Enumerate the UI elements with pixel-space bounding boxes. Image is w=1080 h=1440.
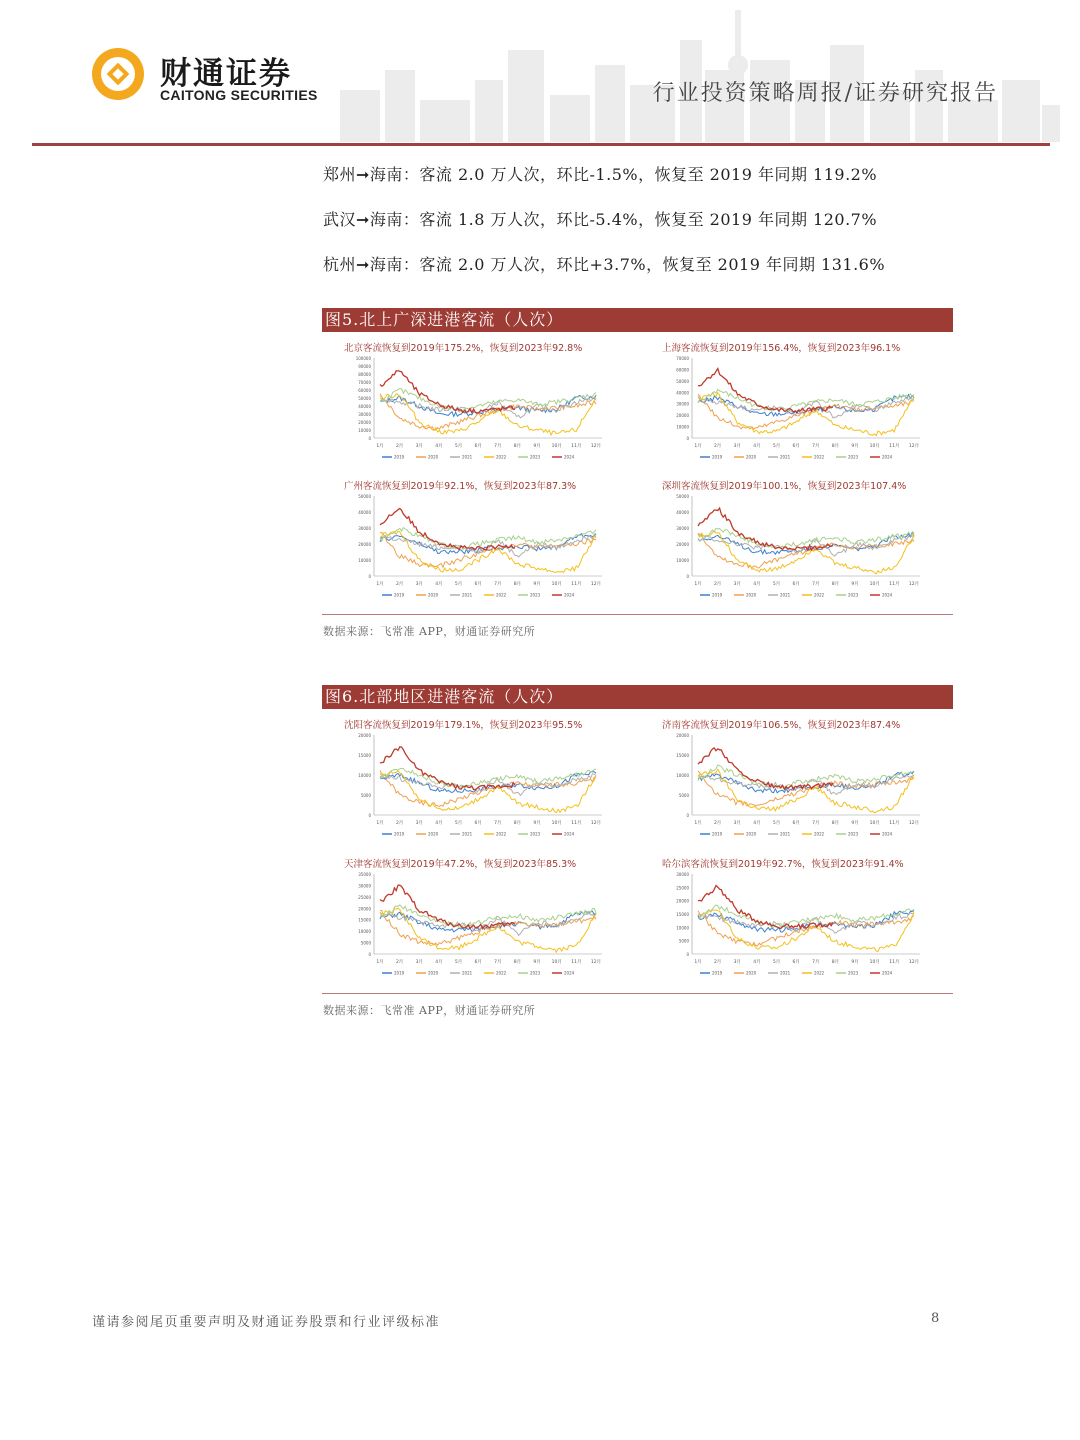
y-tick-label: 30000 (358, 526, 371, 531)
page-number: 8 (931, 1311, 940, 1326)
x-tick-label: 3月 (733, 821, 741, 826)
legend-label: 2024 (882, 831, 893, 837)
x-tick-label: 10月 (551, 960, 562, 965)
x-tick-label: 7月 (494, 960, 502, 965)
legend-label: 2021 (462, 970, 473, 976)
legend-label: 2020 (746, 831, 757, 837)
legend-label: 2024 (564, 831, 575, 837)
y-tick-label: 60000 (676, 367, 689, 373)
legend-label: 2021 (462, 592, 473, 598)
y-tick-label: 15000 (358, 753, 371, 758)
x-tick-label: 4月 (753, 960, 761, 965)
y-tick-label: 0 (368, 574, 371, 579)
y-tick-label: 30000 (358, 883, 371, 889)
x-tick-label: 5月 (454, 444, 463, 449)
x-tick-label: 7月 (494, 444, 502, 449)
legend-label: 2022 (496, 454, 507, 460)
x-tick-label: 6月 (792, 444, 800, 449)
legend-label: 2020 (428, 970, 439, 976)
y-tick-label: 0 (686, 952, 689, 957)
legend-label: 2019 (394, 592, 405, 598)
y-tick-label: 30000 (358, 412, 371, 417)
series-line-2022 (380, 394, 596, 435)
caitong-logo-icon (88, 44, 148, 104)
chart-jinan (662, 717, 962, 847)
legend-label: 2021 (780, 454, 791, 460)
legend-label: 2022 (496, 592, 507, 598)
x-tick-label: 8月 (513, 444, 522, 449)
legend-label: 2020 (428, 454, 439, 460)
x-tick-label: 7月 (494, 582, 502, 587)
legend-label: 2023 (530, 831, 541, 837)
logo-english-name: CAITONG SECURITIES (160, 87, 318, 103)
y-tick-label: 20000 (358, 906, 371, 912)
series-line-2019 (380, 534, 596, 554)
x-tick-label: 8月 (513, 821, 522, 826)
x-tick-label: 10月 (869, 444, 880, 449)
x-tick-label: 7月 (812, 821, 820, 826)
y-tick-label: 80000 (358, 372, 371, 377)
chart-title: 北京客流恢复到2019年175.2%，恢复到2023年92.8% (344, 343, 583, 354)
x-tick-label: 11月 (571, 960, 582, 965)
chart-canvas (662, 856, 962, 986)
x-tick-label: 1月 (376, 444, 384, 449)
x-tick-label: 11月 (571, 582, 582, 587)
series-line-2022 (698, 393, 914, 436)
x-tick-label: 2月 (395, 582, 404, 587)
x-tick-label: 3月 (415, 444, 423, 449)
y-tick-label: 0 (368, 436, 371, 441)
x-tick-label: 9月 (533, 821, 541, 826)
header-divider (32, 143, 1050, 146)
legend-label: 2024 (882, 970, 893, 976)
x-tick-label: 5月 (454, 960, 463, 965)
legend-label: 2020 (746, 592, 757, 598)
legend-label: 2024 (564, 970, 575, 976)
report-type-label: 行业投资策略周报/证券研究报告 (652, 81, 998, 106)
y-tick-label: 30000 (676, 526, 689, 531)
x-tick-label: 2月 (395, 960, 404, 965)
figure-5-bottom-rule (322, 614, 953, 615)
x-tick-label: 12月 (590, 444, 602, 449)
chart-canvas (662, 340, 962, 470)
legend-label: 2020 (746, 970, 757, 976)
series-line-2023 (698, 389, 914, 411)
x-tick-label: 2月 (713, 582, 722, 587)
x-tick-label: 2月 (713, 444, 722, 449)
y-tick-label: 20000 (358, 542, 371, 547)
y-tick-label: 0 (686, 574, 689, 579)
x-tick-label: 5月 (772, 582, 781, 587)
y-tick-label: 5000 (360, 793, 371, 798)
series-line-2020 (380, 770, 596, 806)
x-tick-label: 4月 (753, 582, 761, 587)
series-line-2024 (698, 369, 833, 413)
chart-guangzhou (344, 478, 644, 608)
x-tick-label: 3月 (733, 444, 741, 449)
x-tick-label: 4月 (435, 960, 443, 965)
x-tick-label: 1月 (376, 960, 384, 965)
legend-label: 2019 (712, 592, 723, 598)
x-tick-label: 9月 (851, 821, 859, 826)
x-tick-label: 9月 (851, 582, 859, 587)
legend-label: 2019 (712, 831, 723, 837)
chart-canvas (662, 478, 962, 608)
series-line-2022 (380, 908, 596, 952)
x-tick-label: 3月 (415, 582, 423, 587)
legend-label: 2020 (428, 831, 439, 837)
y-tick-label: 20000 (676, 413, 689, 419)
x-tick-label: 10月 (869, 960, 880, 965)
x-tick-label: 10月 (551, 821, 562, 826)
legend-label: 2023 (848, 831, 859, 837)
x-tick-label: 1月 (694, 444, 702, 449)
paragraph-hangzhou: 杭州➞海南：客流 2.0 万人次，环比+3.7%，恢复至 2019 年同期 131.6% (323, 255, 886, 274)
x-tick-label: 9月 (851, 960, 859, 965)
x-tick-label: 7月 (494, 821, 502, 826)
x-tick-label: 4月 (435, 582, 443, 587)
series-line-2024 (380, 371, 515, 413)
footer-disclaimer: 谨请参阅尾页重要声明及财通证券股票和行业评级标准 (92, 1315, 441, 1330)
figure-5-title: 图5.北上广深进港客流（人次） (322, 308, 953, 332)
legend-label: 2019 (394, 454, 405, 460)
legend-label: 2020 (746, 454, 757, 460)
figure-6-bottom-rule (322, 993, 953, 994)
legend-label: 2023 (848, 592, 859, 598)
x-tick-label: 3月 (733, 582, 741, 587)
chart-tianjin (344, 856, 644, 986)
series-line-2023 (698, 528, 914, 548)
x-tick-label: 10月 (869, 821, 880, 826)
y-tick-label: 100000 (355, 356, 371, 361)
x-tick-label: 5月 (772, 821, 781, 826)
x-tick-label: 8月 (831, 444, 840, 449)
y-tick-label: 10000 (676, 558, 689, 563)
y-tick-label: 20000 (676, 733, 689, 738)
y-tick-label: 10000 (676, 424, 689, 430)
chart-title: 哈尔滨客流恢复到2019年92.7%，恢复到2023年91.4% (662, 859, 904, 870)
legend-label: 2023 (530, 454, 541, 460)
x-tick-label: 9月 (851, 444, 859, 449)
y-tick-label: 0 (368, 952, 371, 957)
y-tick-label: 60000 (358, 388, 371, 393)
series-line-2024 (380, 885, 515, 929)
series-line-2022 (380, 771, 596, 813)
y-tick-label: 0 (368, 813, 371, 818)
y-tick-label: 70000 (358, 380, 371, 385)
legend-label: 2024 (564, 454, 575, 460)
y-tick-label: 10000 (358, 773, 371, 778)
x-tick-label: 7月 (812, 444, 820, 449)
x-tick-label: 6月 (474, 582, 482, 587)
x-tick-label: 11月 (571, 444, 582, 449)
x-tick-label: 8月 (513, 960, 522, 965)
y-tick-label: 15000 (358, 917, 371, 923)
y-tick-label: 10000 (358, 558, 371, 563)
x-tick-label: 2月 (713, 821, 722, 826)
y-tick-label: 30000 (676, 401, 689, 407)
y-tick-label: 5000 (678, 793, 689, 798)
x-tick-label: 12月 (908, 821, 920, 826)
x-tick-label: 11月 (889, 582, 900, 587)
x-tick-label: 5月 (454, 582, 463, 587)
legend-label: 2022 (814, 831, 825, 837)
x-tick-label: 11月 (889, 821, 900, 826)
x-tick-label: 4月 (435, 444, 443, 449)
y-tick-label: 50000 (358, 494, 371, 499)
chart-shenyang (344, 717, 644, 847)
legend-label: 2019 (394, 970, 405, 976)
legend-label: 2022 (814, 454, 825, 460)
x-tick-label: 4月 (435, 821, 443, 826)
legend-label: 2023 (848, 454, 859, 460)
x-tick-label: 12月 (908, 444, 920, 449)
legend-label: 2021 (462, 831, 473, 837)
legend-label: 2024 (882, 592, 893, 598)
x-tick-label: 2月 (395, 444, 404, 449)
y-tick-label: 15000 (676, 753, 689, 758)
chart-canvas (344, 856, 644, 986)
x-tick-label: 6月 (792, 582, 800, 587)
y-tick-label: 10000 (358, 428, 371, 433)
y-tick-label: 10000 (676, 925, 689, 931)
x-tick-label: 6月 (474, 444, 482, 449)
y-tick-label: 50000 (358, 396, 371, 401)
series-line-2021 (698, 396, 914, 418)
y-tick-label: 90000 (358, 364, 371, 369)
legend-label: 2023 (530, 970, 541, 976)
legend-label: 2021 (780, 592, 791, 598)
x-tick-label: 4月 (753, 444, 761, 449)
x-tick-label: 11月 (571, 821, 582, 826)
x-tick-label: 9月 (533, 582, 541, 587)
legend-label: 2021 (462, 454, 473, 460)
y-tick-label: 40000 (358, 404, 371, 409)
legend-label: 2024 (882, 454, 893, 460)
y-tick-label: 35000 (358, 872, 371, 877)
chart-canvas (344, 478, 644, 608)
chart-canvas (662, 717, 962, 847)
legend-label: 2023 (848, 970, 859, 976)
x-tick-label: 3月 (415, 960, 423, 965)
series-line-2022 (698, 531, 914, 574)
y-tick-label: 25000 (676, 885, 689, 891)
chart-title: 天津客流恢复到2019年47.2%，恢复到2023年85.3% (344, 859, 577, 870)
x-tick-label: 8月 (513, 582, 522, 587)
x-tick-label: 10月 (551, 444, 562, 449)
x-tick-label: 12月 (908, 960, 920, 965)
x-tick-label: 1月 (694, 960, 702, 965)
series-line-2023 (698, 765, 914, 789)
y-tick-label: 50000 (676, 378, 689, 384)
x-tick-label: 11月 (889, 444, 900, 449)
figure-6-title: 图6.北部地区进港客流（人次） (322, 685, 953, 709)
y-tick-label: 20000 (676, 542, 689, 547)
figure-5-source: 数据来源：飞常准 APP，财通证券研究所 (323, 625, 536, 638)
x-tick-label: 12月 (590, 582, 602, 587)
x-tick-label: 10月 (551, 582, 562, 587)
chart-canvas (344, 340, 644, 470)
page-header (0, 0, 1080, 150)
x-tick-label: 12月 (590, 821, 602, 826)
legend-label: 2019 (712, 454, 723, 460)
x-tick-label: 1月 (376, 821, 384, 826)
y-tick-label: 0 (686, 436, 689, 441)
x-tick-label: 1月 (694, 821, 702, 826)
logo-chinese-name: 财通证券 (160, 56, 292, 92)
legend-label: 2023 (530, 592, 541, 598)
figure-6-source: 数据来源：飞常准 APP，财通证券研究所 (323, 1004, 536, 1017)
x-tick-label: 12月 (908, 582, 920, 587)
chart-harbin (662, 856, 962, 986)
x-tick-label: 6月 (792, 960, 800, 965)
x-tick-label: 9月 (533, 960, 541, 965)
x-tick-label: 3月 (415, 821, 423, 826)
chart-title: 济南客流恢复到2019年106.5%，恢复到2023年87.4% (662, 720, 901, 731)
legend-label: 2019 (712, 970, 723, 976)
y-tick-label: 0 (686, 813, 689, 818)
y-tick-label: 40000 (676, 510, 689, 515)
x-tick-label: 8月 (831, 582, 840, 587)
x-tick-label: 7月 (812, 960, 820, 965)
x-tick-label: 1月 (694, 582, 702, 587)
x-tick-label: 11月 (889, 960, 900, 965)
chart-beijing (344, 340, 644, 470)
x-tick-label: 6月 (474, 960, 482, 965)
x-tick-label: 7月 (812, 582, 820, 587)
chart-canvas (344, 717, 644, 847)
legend-label: 2021 (780, 831, 791, 837)
x-tick-label: 5月 (772, 444, 781, 449)
y-tick-label: 25000 (358, 894, 371, 900)
x-tick-label: 4月 (753, 821, 761, 826)
y-tick-label: 40000 (676, 390, 689, 396)
y-tick-label: 10000 (676, 773, 689, 778)
legend-label: 2019 (394, 831, 405, 837)
legend-label: 2022 (496, 970, 507, 976)
paragraph-zhengzhou: 郑州➞海南：客流 2.0 万人次，环比-1.5%，恢复至 2019 年同期 119.2% (323, 165, 878, 184)
x-tick-label: 2月 (713, 960, 722, 965)
chart-shanghai (662, 340, 962, 470)
chart-title: 广州客流恢复到2019年92.1%，恢复到2023年87.3% (344, 481, 577, 492)
y-tick-label: 40000 (358, 510, 371, 515)
legend-label: 2022 (814, 970, 825, 976)
y-tick-label: 10000 (358, 929, 371, 935)
legend-label: 2022 (814, 592, 825, 598)
y-tick-label: 5000 (360, 940, 371, 946)
y-tick-label: 20000 (358, 733, 371, 738)
chart-shenzhen (662, 478, 962, 608)
x-tick-label: 8月 (831, 821, 840, 826)
x-tick-label: 6月 (474, 821, 482, 826)
x-tick-label: 9月 (533, 444, 541, 449)
y-tick-label: 70000 (676, 356, 689, 361)
y-tick-label: 15000 (676, 912, 689, 917)
legend-label: 2022 (496, 831, 507, 837)
legend-label: 2020 (428, 592, 439, 598)
chart-title: 上海客流恢复到2019年156.4%，恢复到2023年96.1% (662, 343, 901, 354)
x-tick-label: 10月 (869, 582, 880, 587)
y-tick-label: 50000 (676, 494, 689, 499)
legend-label: 2024 (564, 592, 575, 598)
y-tick-label: 5000 (678, 938, 689, 944)
x-tick-label: 12月 (590, 960, 602, 965)
y-tick-label: 30000 (676, 872, 689, 877)
x-tick-label: 5月 (772, 960, 781, 965)
legend-label: 2021 (780, 970, 791, 976)
chart-title: 深圳客流恢复到2019年100.1%，恢复到2023年107.4% (662, 481, 907, 492)
x-tick-label: 1月 (376, 582, 384, 587)
x-tick-label: 6月 (792, 821, 800, 826)
x-tick-label: 8月 (831, 960, 840, 965)
y-tick-label: 20000 (676, 898, 689, 904)
paragraph-wuhan: 武汉➞海南：客流 1.8 万人次，环比-5.4%，恢复至 2019 年同期 120.7% (323, 210, 878, 229)
x-tick-label: 5月 (454, 821, 463, 826)
x-tick-label: 2月 (395, 821, 404, 826)
chart-title: 沈阳客流恢复到2019年179.1%，恢复到2023年95.5% (344, 720, 583, 731)
x-tick-label: 3月 (733, 960, 741, 965)
y-tick-label: 20000 (358, 420, 371, 425)
